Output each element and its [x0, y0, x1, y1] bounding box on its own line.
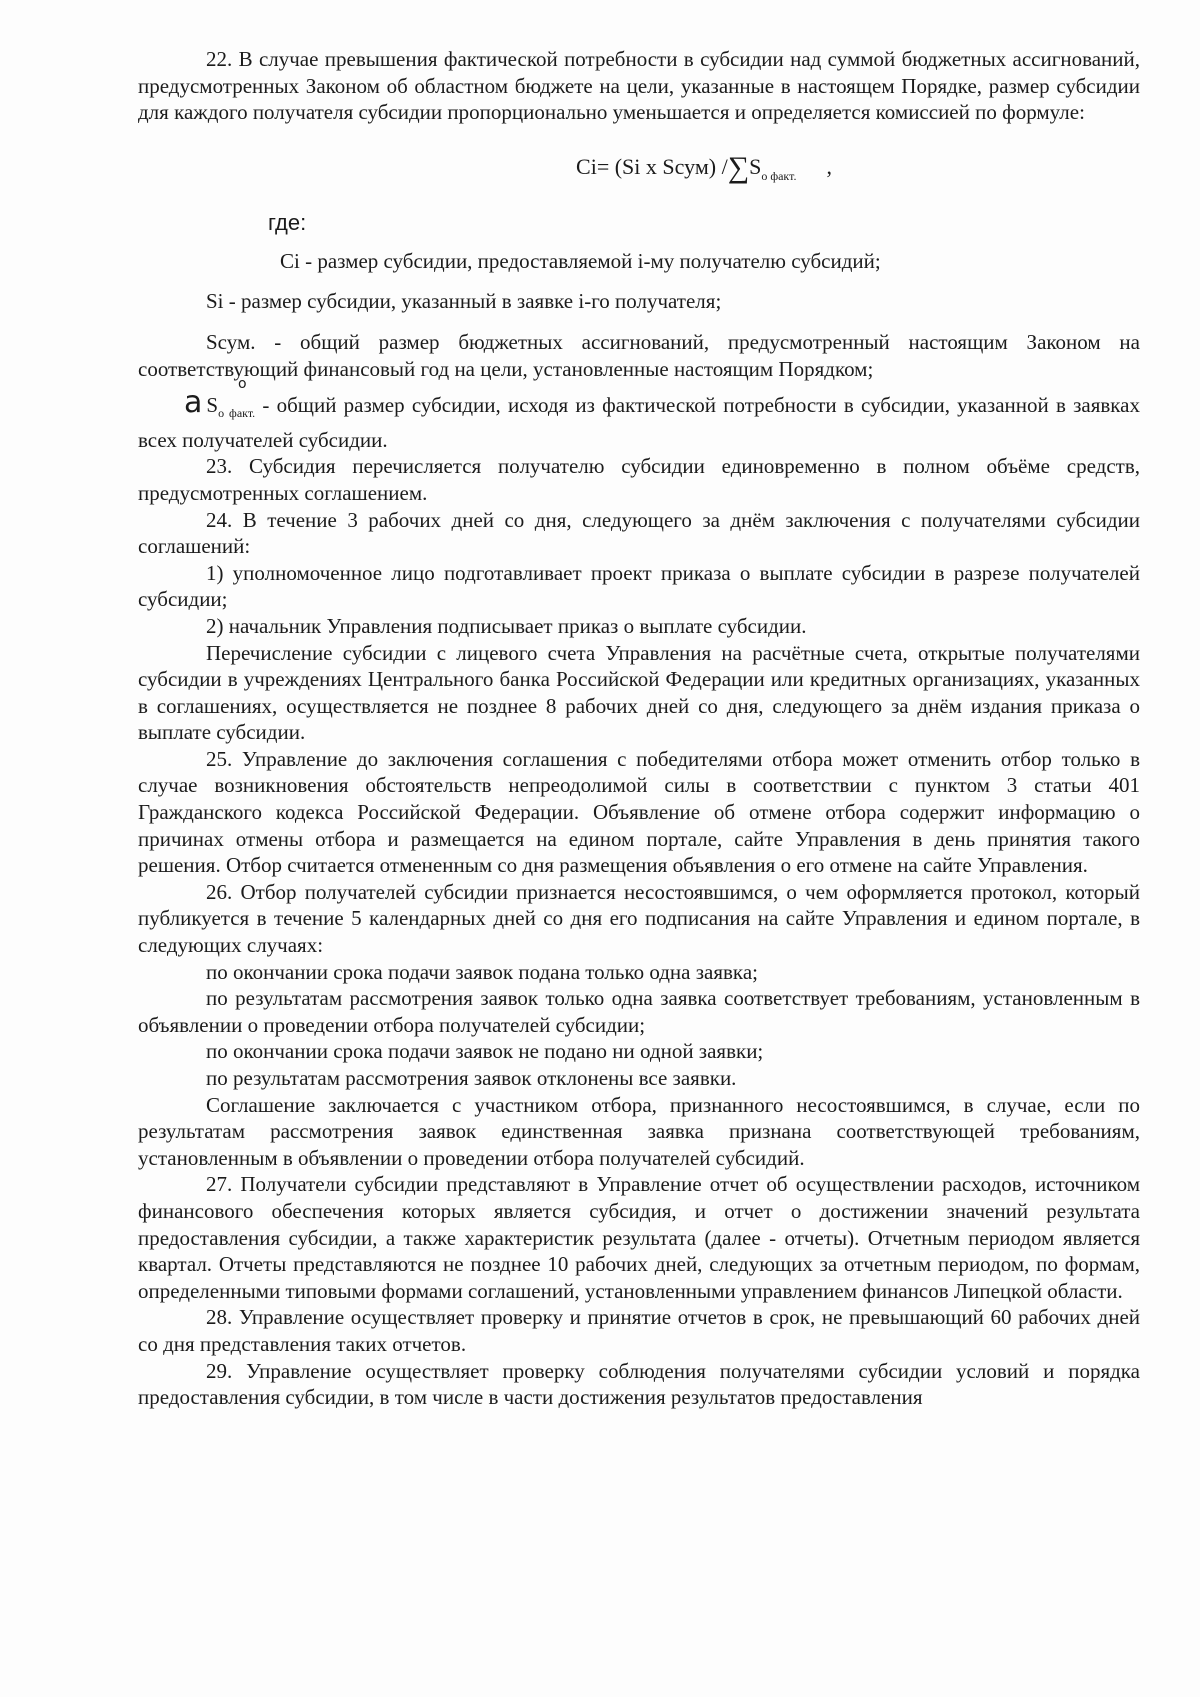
definition-ci: Сi - размер субсидии, предоставляемой i-му получателю субсидий; [280, 248, 881, 273]
formula [138, 144, 1140, 190]
sum-subscript: о факт. [218, 406, 256, 421]
paragraph-27: 27. Получатели субсидии представляют в Управление отчет об осуществлении расходов, источником финансового обеспечения которых является субсидия, и отчет о достижении значений результата предоставления субсидии, а также характеристик результата (далее - отчеты). Отчетным периодом является квартал. Отчеты представляются не позднее 10 рабочих дней, следующих за отчетным периодом, по формам, определенными типовыми формами соглашений, установленными управлением финансов Липецкой области. [138, 1172, 1140, 1303]
paragraph-22: 22. В случае превышения фактической потребности в субсидии над суммой бюджетных ассигнований, предусмотренных Законом об областном бюджете на цели, указанные в настоящем Порядке, размер субсидии для каждого получателя субсидии пропорционально уменьшается и определяется комиссией по формуле: [138, 47, 1140, 125]
paragraph-26-agreement: Соглашение заключается с участником отбора, признанного несостоявшимся, в случае, если по результатам рассмотрения заявок единственная заявка признана соответствующей требованиям, установленным в объявлении о проведении отбора получателей субсидий. [138, 1092, 1140, 1170]
paragraph-26-case-3: по окончании срока подачи заявок не подано ни одной заявки; [206, 1039, 764, 1064]
sum-s: S [206, 393, 219, 418]
paragraph-24-transfer: Перечисление субсидии с лицевого счета Управления на расчётные счета, открытые получателями субсидии в учреждениях Центрального банка Российской Федерации или кредитных организациях, указанных в соглашениях, осуществляется не позднее 8 рабочих дней со дня, следующего за днём издания приказа о выплате субсидии. [138, 640, 1140, 745]
formula-subscript: о факт. [761, 168, 797, 183]
paragraph-25: 25. Управление до заключения соглашения с победителями отбора может отменить отбор только в случае возникновения обстоятельств непреодолимой силы в соответствии с пунктом 3 статьи 401 Гражданского кодекса Российской Федерации. Объявление об отмене отбора содержит информацию о причинах отмены отбора и размещается на едином портале, сайте Управления в день принятия такого решения. Отбор считается отмененным со дня размещения объявления о его отмене на сайте Управления. [138, 746, 1140, 878]
paragraph-23: 23. Субсидия перечисляется получателю субсидии единовременно в полном объёме средств, предусмотренных соглашением. [138, 454, 1140, 505]
paragraph-28: 28. Управление осуществляет проверку и принятие отчетов в срок, не превышающий 60 рабочих дней со дня представления таких отчетов. [138, 1305, 1140, 1356]
where-label: где: [268, 209, 307, 235]
paragraph-26-case-2: по результатам рассмотрения заявок только одна заявка соответствует требованиям, установленным в объявлении о проведении отбора получателей субсидии; [138, 986, 1140, 1037]
definition-scum: Sсум. - общий размер бюджетных ассигнований, предусмотренный настоящим Законом на соответствующий финансовый год на цели, установленные настоящим Порядком; [138, 329, 1140, 381]
paragraph-26: 26. Отбор получателей субсидии признается несостоявшимся, о чем оформляется протокол, который публикуется в течение 5 календарных дней со дня его подписания на сайте Управления и едином портале, в следующих случаях: [138, 879, 1140, 958]
formula-main: Сi= (Si x Sсум) / [576, 153, 728, 179]
sum-text: - общий размер субсидии, исходя из фактической потребности в субсидии, указанной в заявках всех получателей субсидии. [138, 393, 1140, 452]
paragraph-24-item-1: 1) уполномоченное лицо подготавливает проект приказа о выплате субсидии в разрезе получателей субсидии; [138, 560, 1140, 612]
sum-glyph-ring: о [238, 376, 247, 393]
paragraph-29: 29. Управление осуществляет проверку соблюдения получателями субсидии условий и порядка предоставления субсидии, в том числе в части достижения результатов предоставления [138, 1358, 1140, 1410]
formula-comma: , [826, 153, 832, 179]
formula-sigma: ∑ [727, 150, 750, 184]
formula-s: S [749, 153, 762, 179]
paragraph-26-case-1: по окончании срока подачи заявок подана только одна заявка; [206, 959, 758, 984]
paragraph-24: 24. В течение 3 рабочих дней со дня, следующего за днём заключения с получателями субсидии соглашений: [138, 507, 1140, 559]
paragraph-24-item-2: 2) начальник Управления подписывает приказ о выплате субсидии. [206, 613, 807, 638]
definition-sum [138, 376, 1140, 453]
sum-glyph-letter: а [184, 385, 203, 421]
paragraph-26-case-4: по результатам рассмотрения заявок отклонены все заявки. [206, 1066, 737, 1090]
definition-si: Si - размер субсидии, указанный в заявке i-го получателя; [206, 289, 722, 314]
